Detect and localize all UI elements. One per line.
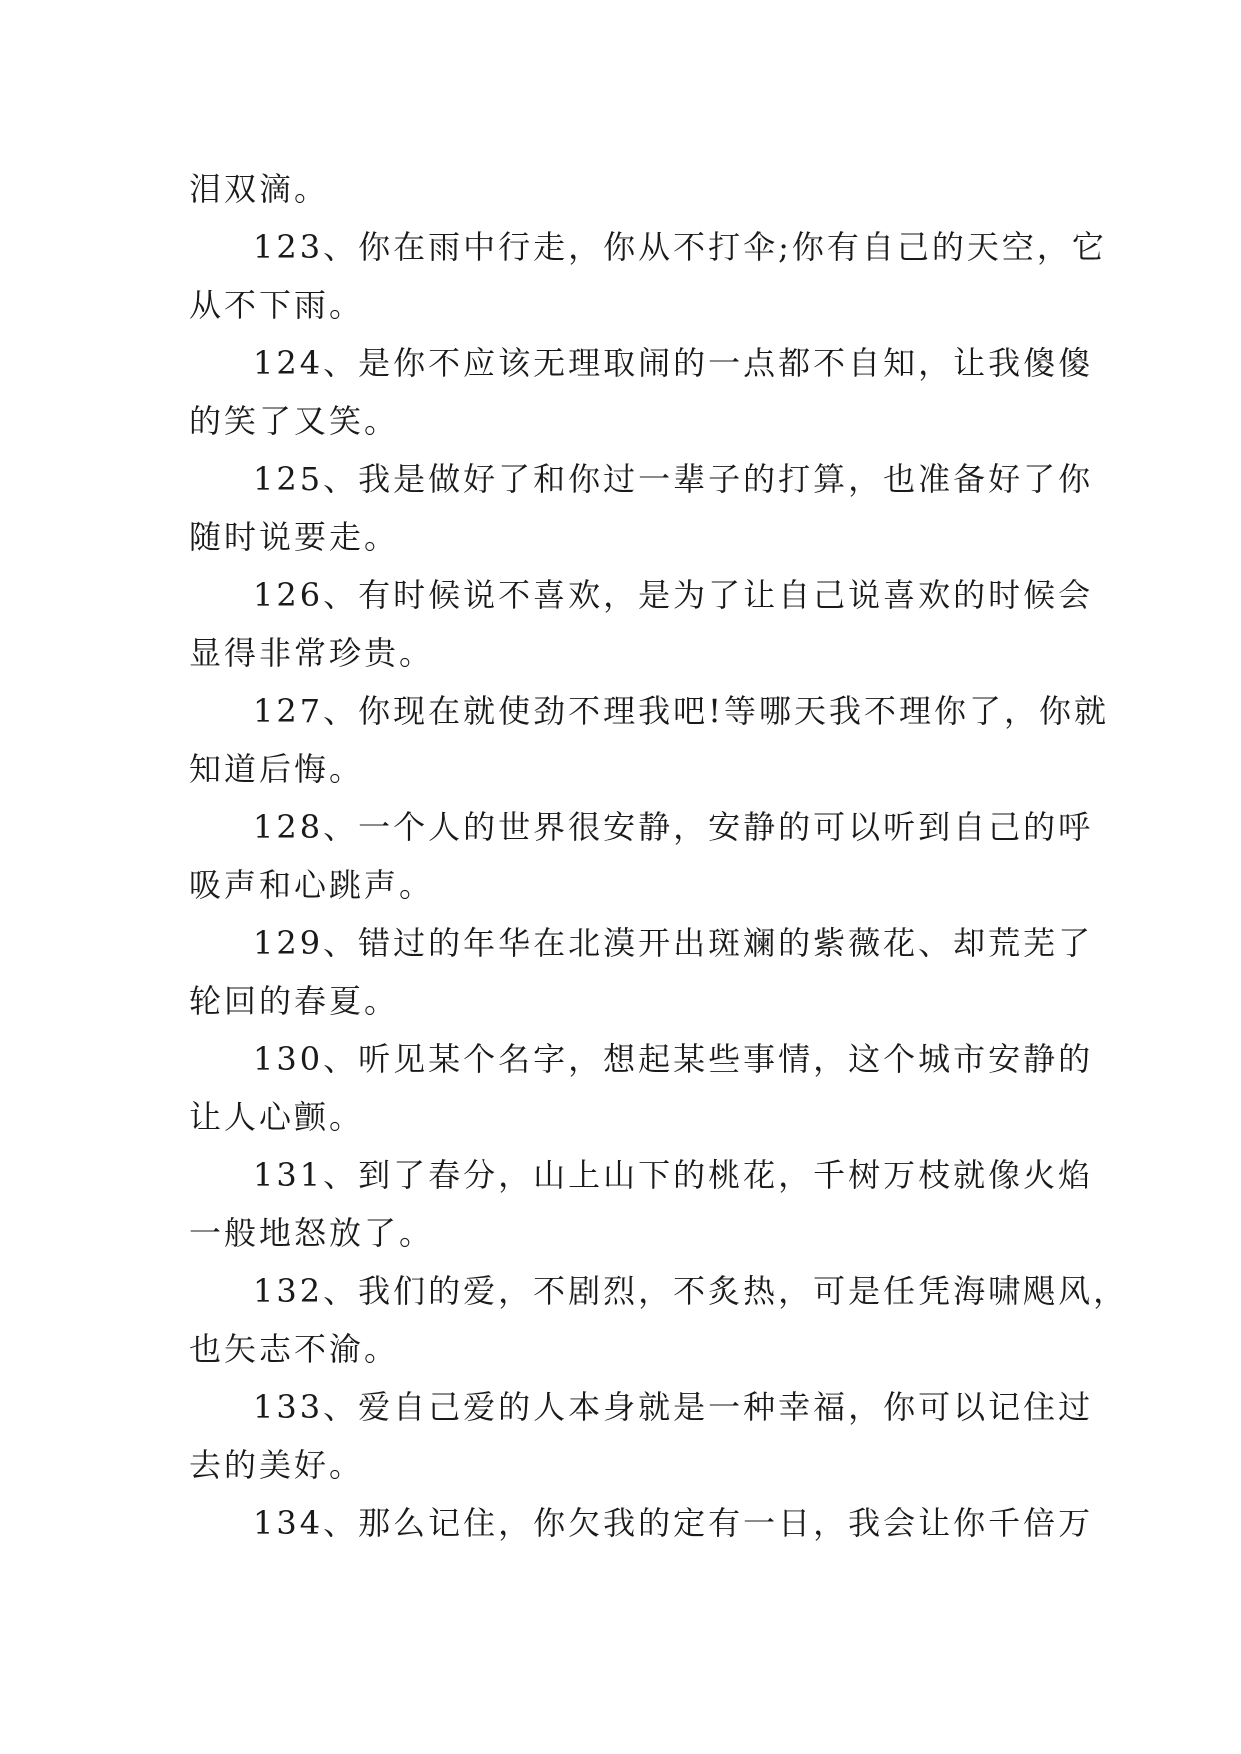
text-line: 一般地怒放了。: [189, 1214, 435, 1252]
text-line: 显得非常珍贵。: [189, 634, 435, 672]
text-line: 也矢志不渝。: [189, 1330, 400, 1368]
paragraph-line: 132、我们的爱，不剧烈，不炙热，可是任凭海啸飓风，: [253, 1272, 1129, 1310]
text-line: 知道后悔。: [189, 750, 365, 788]
paragraph-line: 129、错过的年华在北漠开出斑斓的紫薇花、却荒芜了: [253, 924, 1094, 962]
text-line: 泪双滴。: [189, 170, 330, 208]
paragraph-line: 125、我是做好了和你过一辈子的打算，也准备好了你: [253, 460, 1094, 498]
paragraph-line: 134、那么记住，你欠我的定有一日，我会让你千倍万: [253, 1504, 1094, 1542]
text-line: 轮回的春夏。: [189, 982, 400, 1020]
paragraph-line: 127、你现在就使劲不理我吧!等哪天我不理你了，你就: [253, 692, 1109, 730]
text-line: 的笑了又笑。: [189, 402, 400, 440]
text-line: 让人心颤。: [189, 1098, 365, 1136]
paragraph-line: 124、是你不应该无理取闹的一点都不自知，让我傻傻: [253, 344, 1094, 382]
paragraph-line: 131、到了春分，山上山下的桃花，千树万枝就像火焰: [253, 1156, 1094, 1194]
paragraph-line: 130、听见某个名字，想起某些事情，这个城市安静的: [253, 1040, 1094, 1078]
paragraph-line: 133、爱自己爱的人本身就是一种幸福，你可以记住过: [253, 1388, 1094, 1426]
text-line: 吸声和心跳声。: [189, 866, 435, 904]
text-line: 去的美好。: [189, 1446, 365, 1484]
body-text: [189, 160, 1129, 1552]
text-line: 随时说要走。: [189, 518, 400, 556]
paragraph-line: 123、你在雨中行走，你从不打伞;你有自己的天空，它: [253, 228, 1107, 266]
paragraph-line: 126、有时候说不喜欢，是为了让自己说喜欢的时候会: [253, 576, 1094, 614]
text-line: 从不下雨。: [189, 286, 365, 324]
paragraph-line: 128、一个人的世界很安静，安静的可以听到自己的呼: [253, 808, 1094, 846]
